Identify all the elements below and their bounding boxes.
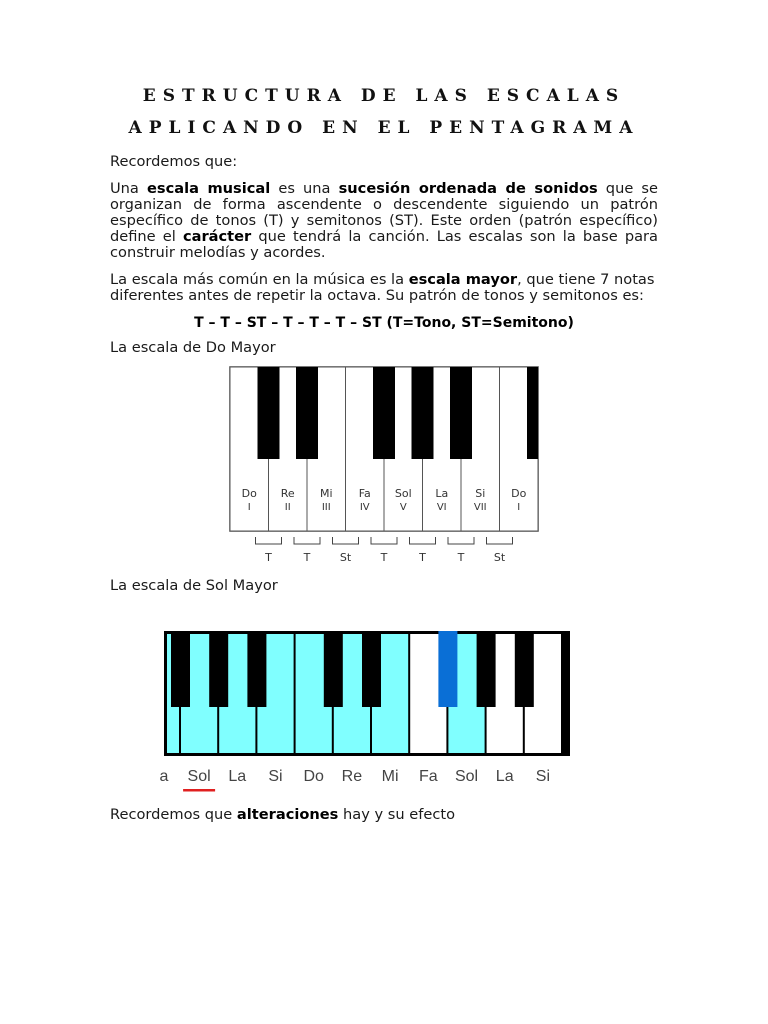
interval-bracket — [487, 537, 513, 544]
degree-label: I — [517, 502, 521, 513]
text-run: hay y su efecto — [338, 806, 456, 823]
bold-term-escala-mayor: escala mayor — [408, 271, 518, 288]
note-label: La — [435, 487, 449, 500]
bold-term-sucesion: sucesión ordenada de sonidos — [338, 180, 598, 197]
note-label: Mi — [381, 768, 399, 785]
black-key — [362, 631, 381, 707]
black-key — [258, 367, 280, 459]
sol-mayor-keyboard-figure — [160, 628, 572, 800]
caption-do-mayor: La escala de Do Mayor — [110, 339, 276, 356]
degree-label: V — [399, 502, 407, 513]
note-label: Re — [280, 487, 295, 500]
note-label: Fa — [358, 487, 371, 500]
paragraph-escala-mayor — [110, 272, 658, 304]
interval-label: T — [457, 551, 465, 564]
text-run: Recordemos que — [110, 806, 237, 823]
interval-bracket — [256, 537, 282, 544]
degree-label: III — [321, 502, 331, 513]
interval-bracket — [410, 537, 436, 544]
degree-label: VII — [473, 502, 487, 513]
note-label: Do — [511, 487, 527, 500]
black-key — [515, 631, 534, 707]
note-label-partial: a — [160, 768, 169, 785]
note-label: Sol — [394, 487, 412, 500]
page-title-line-1: ESTRUCTURA DE LAS ESCALAS — [142, 86, 626, 106]
bold-term-alteraciones: alteraciones — [236, 806, 339, 823]
degree-label: II — [284, 502, 291, 513]
note-label: Si — [475, 487, 486, 500]
interval-label: T — [265, 551, 272, 564]
tonic-underline — [183, 789, 215, 792]
black-key — [450, 367, 472, 459]
black-key — [324, 631, 343, 707]
black-key — [412, 367, 434, 459]
note-label: La — [495, 768, 514, 785]
note-label: Si — [268, 768, 283, 785]
paragraph-alteraciones — [110, 807, 630, 823]
interval-label: T — [380, 551, 388, 564]
note-label: La — [228, 768, 247, 785]
interval-label: St — [339, 551, 352, 564]
interval-bracket — [371, 537, 397, 544]
paragraph-escala-musical — [110, 181, 658, 261]
note-label: Mi — [319, 487, 333, 500]
page-title-line-2: APLICANDO EN EL PENTAGRAMA — [128, 118, 640, 138]
note-label: Sol — [187, 768, 211, 785]
text-run: es una — [270, 180, 339, 197]
black-key — [247, 631, 266, 707]
bold-term-escala-musical: escala musical — [146, 180, 271, 197]
note-label: Re — [341, 768, 363, 785]
interval-bracket — [333, 537, 359, 544]
black-key — [171, 631, 190, 707]
interval-label: St — [493, 551, 506, 564]
intro-text: Recordemos que: — [110, 153, 238, 170]
text-run: que se organizan de forma ascendente o descendente siguiendo un patrón específico de tonos (T) y semitonos (ST). Este orden (patrón específico) define el — [110, 180, 658, 245]
fa-sharp-key — [438, 631, 457, 707]
note-label: Sol — [454, 768, 479, 785]
note-label: Do — [241, 487, 257, 500]
degree-label: IV — [359, 502, 370, 513]
caption-sol-mayor: La escala de Sol Mayor — [110, 577, 278, 594]
note-label: Si — [535, 768, 551, 785]
black-key — [527, 367, 538, 459]
note-label: Fa — [418, 768, 438, 785]
note-label: Do — [303, 768, 324, 785]
black-key — [296, 367, 318, 459]
interval-bracket — [448, 537, 474, 544]
black-key — [209, 631, 228, 707]
text-run: Una — [110, 180, 147, 197]
black-key — [477, 631, 496, 707]
interval-label: T — [419, 551, 426, 564]
interval-label: T — [303, 551, 311, 564]
degree-label: I — [247, 502, 251, 513]
text-run: que tendrá la canción. Las escalas son la base para construir melodías y acordes. — [110, 228, 658, 261]
text-run: La escala más común en la música es la — [110, 271, 409, 288]
interval-bracket — [294, 537, 320, 544]
degree-label: VI — [436, 502, 447, 513]
black-key — [373, 367, 395, 459]
text-run: , que tiene 7 notas diferentes antes de repetir la octava. Su patrón de tonos y semitonos es: — [110, 271, 655, 304]
do-mayor-keyboard-figure — [225, 364, 545, 568]
bold-term-caracter: carácter — [182, 228, 252, 245]
tone-pattern: T – T – ST – T – T – T – ST (T=Tono, ST=Semitono) — [194, 315, 574, 331]
